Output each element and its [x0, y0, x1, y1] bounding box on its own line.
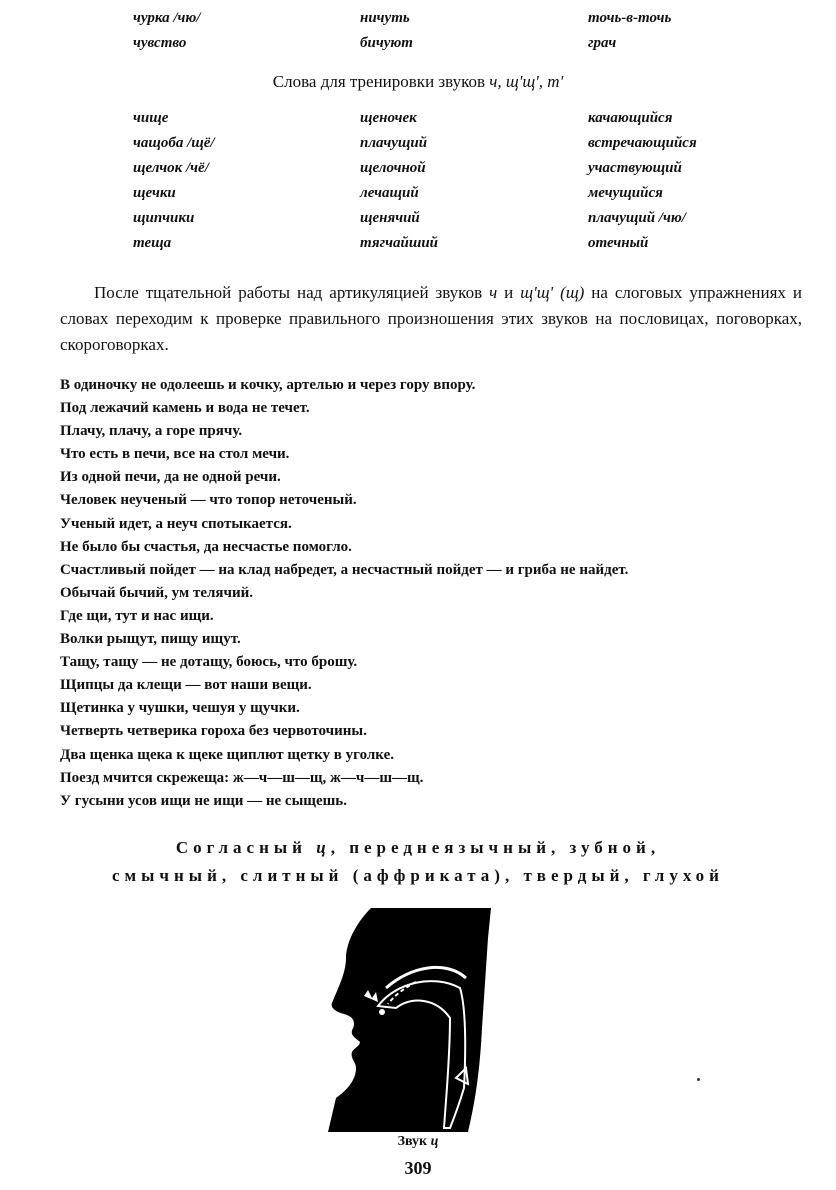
proverb-line: Ученый идет, а неуч спотыкается.: [60, 515, 292, 532]
word-cell: щелочной: [360, 160, 426, 176]
word-cell: точь-в-точь: [588, 10, 672, 26]
title-sound: ц: [316, 838, 331, 857]
paragraph-text: и: [497, 283, 521, 302]
proverb-line: У гусыни усов ищи не ищи — не сыщешь.: [60, 792, 347, 809]
proverb-line: Из одной печи, да не одной речи.: [60, 469, 281, 486]
proverb-line: Под лежачий камень и вода не течет.: [60, 400, 310, 417]
proverb-line: Человек неученый — что топор неточеный.: [60, 492, 357, 509]
proverb-list: [60, 374, 628, 813]
word-cell: встречающийся: [588, 135, 697, 151]
caption-sound: ц: [430, 1134, 439, 1149]
word-cell: чище: [133, 110, 169, 126]
title-text: Согласный: [175, 838, 317, 857]
paragraph-sound: ч: [489, 283, 498, 302]
word-cell: щипчики: [133, 210, 195, 226]
page-number: 309: [404, 1158, 432, 1178]
word-cell: щелчок /чё/: [133, 160, 209, 176]
proverb-line: В одиночку не одолеешь и кочку, артелью и через гору впору.: [60, 377, 476, 393]
word-cell: участвующий: [588, 160, 682, 176]
word-cell: чурка /чю/: [133, 10, 201, 26]
title-text: , переднеязычный, зубной,: [330, 838, 661, 857]
word-cell: ничуть: [360, 10, 410, 26]
paragraph-text: на слоговых упражнениях и словах переходим к проверке правильного произношения этих звуков на пословицах, поговорках, скороговорках.: [60, 283, 802, 354]
proverb-line: Щетинка у чушки, чешуя у щучки.: [60, 700, 300, 717]
section-heading: [0, 72, 836, 92]
proverb-line: Щипцы да клещи — вот наши вещи.: [60, 677, 312, 694]
word-cell: тягчайший: [360, 235, 439, 251]
caption-text: Звук: [397, 1134, 431, 1149]
proverb-line: Поезд мчится скрежеща: ж—ч—ш—щ, ж—ч—ш—щ.: [60, 769, 424, 786]
paragraph-sound: щ'щ' (щ): [520, 283, 585, 302]
body-paragraph: [60, 280, 802, 358]
word-cell: теща: [133, 235, 172, 251]
word-cell: лечащий: [360, 185, 419, 201]
proverb-line: Где щи, тут и нас ищи.: [60, 607, 214, 624]
word-cell: щеночек: [360, 110, 417, 126]
section-title-line2: смычный, слитный (аффриката), твердый, глухой: [112, 866, 724, 885]
word-cell: мечущийся: [588, 185, 663, 201]
word-cell: щечки: [133, 185, 176, 201]
word-cell: бичуют: [360, 35, 413, 51]
word-cell: грач: [588, 35, 617, 51]
paragraph-text: После тщательной работы над артикуляцией звуков: [94, 283, 490, 302]
word-cell: щенячий: [360, 210, 420, 226]
figure-caption: [0, 1134, 836, 1150]
proverb-line: Счастливый пойдет — на клад набредет, а несчастный пойдет — и гриба не найдет.: [60, 561, 629, 578]
word-cell: чувство: [133, 35, 187, 51]
proverb-line: Не было бы счастья, да несчастье помогло.: [60, 538, 352, 555]
proverb-line: Волки рыщут, пищу ищут.: [60, 631, 241, 648]
heading-prefix: Слова для тренировки звуков: [272, 72, 490, 91]
proverb-line: Два щенка щека к щеке щиплют щетку в уголке.: [60, 746, 394, 763]
word-cell: отечный: [588, 235, 649, 251]
stray-mark: [697, 1078, 700, 1081]
proverb-line: Обычай бычий, ум телячий.: [60, 584, 254, 601]
word-cell: качающийся: [588, 110, 673, 126]
word-cell: плачущий: [360, 135, 428, 151]
proverb-line: Что есть в печи, все на стол мечи.: [60, 446, 290, 463]
section-title-line1: [0, 838, 836, 858]
proverb-line: Четверть четверика гороха без червоточины.: [60, 723, 367, 740]
heading-sounds: ч, щ'щ', т': [489, 72, 564, 91]
articulation-diagram: [316, 908, 501, 1132]
word-cell: плачущий /чю/: [588, 210, 686, 226]
word-cell: чащоба /щё/: [133, 135, 215, 151]
proverb-line: Тащу, тащу — не дотащу, боюсь, что брошу.: [60, 654, 358, 671]
proverb-line: Плачу, плачу, а горе прячу.: [60, 423, 243, 440]
